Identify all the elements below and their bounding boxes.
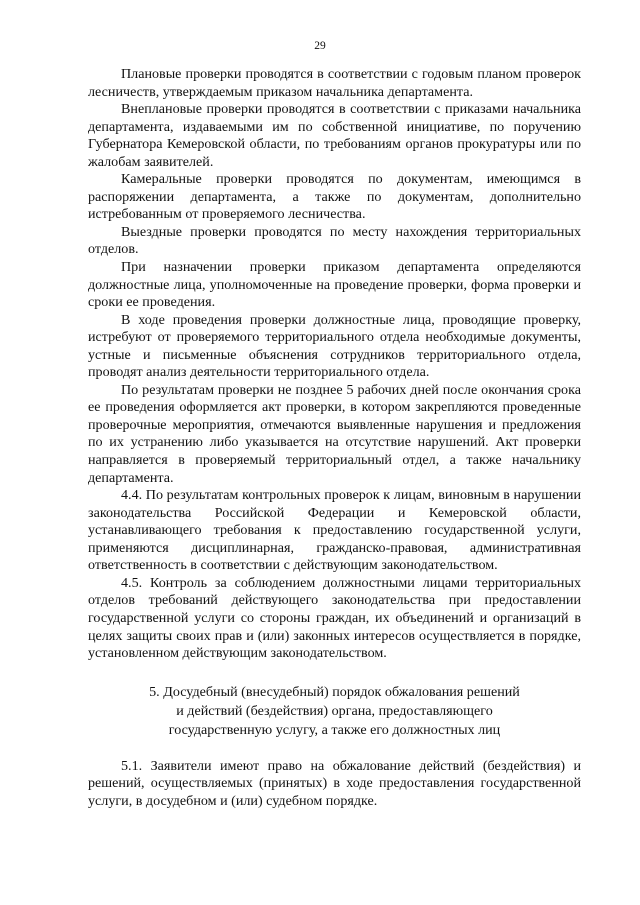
page-number: 29 bbox=[314, 40, 326, 52]
section-5-heading-line-2: и действий (бездействия) органа, предоставляющего bbox=[176, 702, 493, 719]
paragraph-5-1: 5.1. Заявители имеют право на обжалование действий (бездействия) и решений, осуществляемых (принятых) в ходе предоставления государственной услуги, в досудебном и (или) судебном порядке. bbox=[88, 757, 581, 809]
paragraph-4-4: 4.4. По результатам контрольных проверок к лицам, виновным в нарушении законодательства Российской Федерации и Кемеровской области, устанавливающего требования к предоставлению государственной услуги, применяются дисциплинарная, гражданско-правовая, административная ответственность в соответствии с действующим законодательством. bbox=[88, 487, 581, 574]
paragraph-unplanned-inspections: Внеплановые проверки проводятся в соответствии с приказами начальника департамента, издаваемыми им по собственной инициативе, по поручению Губернатора Кемеровской области, по требованиям органов прокуратуры или по жалобам заявителей. bbox=[88, 101, 581, 170]
section-5-heading-line-3: государственную услугу, а также его должностных лиц bbox=[168, 721, 501, 738]
document-body bbox=[88, 66, 581, 810]
paragraph-field-inspections: Выездные проверки проводятся по месту нахождения территориальных отделов. bbox=[88, 223, 581, 258]
paragraph-inspection-assignment: При назначении проверки приказом департамента определяются должностные лица, уполномоченные на проведение проверки, форма проверки и сроки ее проведения. bbox=[88, 259, 581, 311]
paragraph-inspection-results: По результатам проверки не позднее 5 рабочих дней после окончания срока ее проведения оформляется акт проверки, в котором закрепляются проведенные проверочные мероприятия, отмечаются выявленные нарушения и предложения по их устранению либо указывается на отсутствие нарушений. Акт проверки направляется в проверяемый территориальный отдел, а также начальнику департамента. bbox=[88, 381, 581, 486]
section-5-heading bbox=[88, 683, 581, 740]
paragraph-4-5: 4.5. Контроль за соблюдением должностными лицами территориальных отделов требований действующего законодательства при предоставлении государственной услуги со стороны граждан, их объединений и организаций в целях защиты своих прав и (или) законных интересов осуществляется в порядке, установленном действующим законодательством. bbox=[88, 574, 581, 662]
paragraph-inspection-conduct: В ходе проведения проверки должностные лица, проводящие проверку, истребуют от проверяемого территориального отдела необходимые документы, устные и письменные объяснения сотрудников территориального отдела, проводят анализ деятельности территориального отдела. bbox=[88, 311, 581, 381]
paragraph-planned-inspections: Плановые проверки проводятся в соответствии с годовым планом проверок лесничеств, утверждаемым приказом начальника департамента. bbox=[88, 66, 581, 100]
paragraph-desk-inspections: Камеральные проверки проводятся по документам, имеющимся в распоряжении департамента, а также по документам, дополнительно истребованным от проверяемого лесничества. bbox=[88, 171, 581, 223]
section-5-heading-line-1: 5. Досудебный (внесудебный) порядок обжалования решений bbox=[149, 683, 520, 700]
